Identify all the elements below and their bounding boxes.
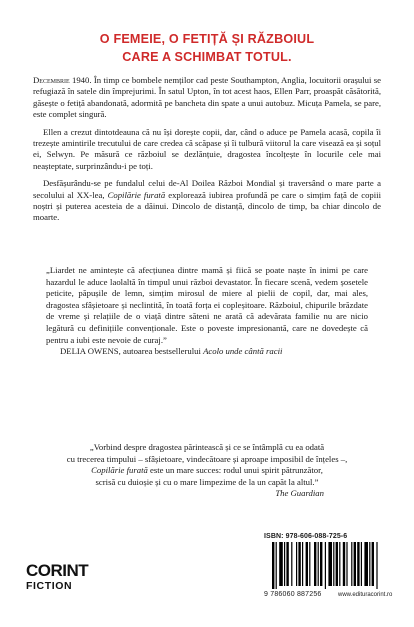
guardian-book-title: Copilărie furată: [91, 465, 148, 476]
review-quote-guardian: [46, 442, 368, 500]
synopsis-paragraph-1-text: În timp ce bombele nemților cad peste Southampton, Anglia, locuitorii orașului se refugiază în satele din împrejurimi. În satul Upton, în tot acest haos, Ellen Parr, proaspăt căsătorită, găsește o fetiță abandonată, adormită pe bancheta din spate a unui autobuz. Micuța Pamela, se pare, este complet singură.: [33, 75, 381, 120]
publisher-url: www.edituracorint.ro: [338, 592, 393, 598]
review-quote-owens-text: „Liardet ne amintește că afecțiunea dintre mamă și fiică se poate naște în inimi pe care hazardul le aduce laolaltă în timpul unui război devastator. În fiecare scenă, vedem șosetele peticite, păpușile de lemn, simțim mirosul de miere al pielii de copil, dar, mai ales, dragostea sfâșietoare și neclintită, în toată forța ei copleșitoare. Războiul, chipurile brăzdate de vreme și relațiile de o viață dintre săteni ne arată că adevărata familie nu are nicio legătură cu definițiile convenționale. Este o poveste impresionantă, care ne dovedește că pentru a iubi este nevoie de curaj.”: [46, 265, 368, 345]
guardian-line-3: [46, 465, 368, 477]
synopsis-paragraph-3-b: explorează iubirea profundă pe care o simțim față de copiii noștri și puterea acesteia de a dăinui. Dincolo de distanță, dincolo de timp, ba chiar dincolo de moarte.: [33, 189, 382, 223]
publisher-series: FICTION: [26, 580, 73, 592]
synopsis: [33, 75, 381, 230]
guardian-line-3-text: este un mare succes: rodul unui spirit pătrunzător,: [147, 465, 323, 476]
attribution-book: Acolo unde cântă racii: [203, 346, 283, 357]
guardian-line-1: „Vorbind despre dragostea părintească și ce se întâmplă cu ea odată: [89, 442, 325, 452]
isbn-label: ISBN: 978-606-088-725-6: [264, 533, 348, 540]
synopsis-paragraph-1: [33, 75, 381, 121]
guardian-line-2: cu trecerea timpului – sfâșietoare, vindecătoare și aproape imposibil de înțeles –,: [66, 453, 348, 464]
headline-line-2: CARE A SCHIMBAT TOTUL.: [122, 49, 292, 64]
review-quote-owens: [46, 265, 368, 358]
guardian-source: The Guardian: [275, 488, 324, 499]
book-title-inline: Copilărie furată: [107, 189, 166, 200]
attribution-author: DELIA OWENS, autoarea bestsellerului: [60, 346, 204, 357]
review-quote-owens-attribution: [46, 346, 368, 358]
publisher-logo: [26, 561, 89, 600]
barcode-number: 9 786060 887256: [264, 591, 322, 598]
guardian-line-4: scrisă cu duioșie și cu o mare limpezime de la un capăt la altul.”: [95, 476, 319, 487]
synopsis-paragraph-3-a: Desfășurându-se pe fundalul celui de-Al Doilea Război Mondial și traversând o mare parte a secolului al XX-lea,: [33, 178, 381, 200]
publisher-brand: CORINT: [26, 561, 89, 580]
headline-line-1: O FEMEIE, O FETIȚĂ ȘI RĂZBOIUL: [99, 32, 315, 46]
barcode-icon: [264, 542, 390, 589]
date-lead: Decembrie 1940.: [33, 75, 92, 85]
synopsis-paragraph-3: [33, 178, 381, 224]
synopsis-paragraph-2: Ellen a crezut dintotdeauna că nu își dorește copii, dar, când o aduce pe Pamela acasă, copila îi trezește amintirile trecutului de care credea că scăpase și îi tulbură viitorul la care visează ea și soțul ei, Selwyn. Pe măsură ce războiul se dezlănțuie, dragostea încolțește în locurile cele mai neașteptate, surprinzându-i pe toți.: [33, 126, 381, 171]
headline: [30, 31, 384, 66]
barcode-block: [264, 533, 393, 609]
